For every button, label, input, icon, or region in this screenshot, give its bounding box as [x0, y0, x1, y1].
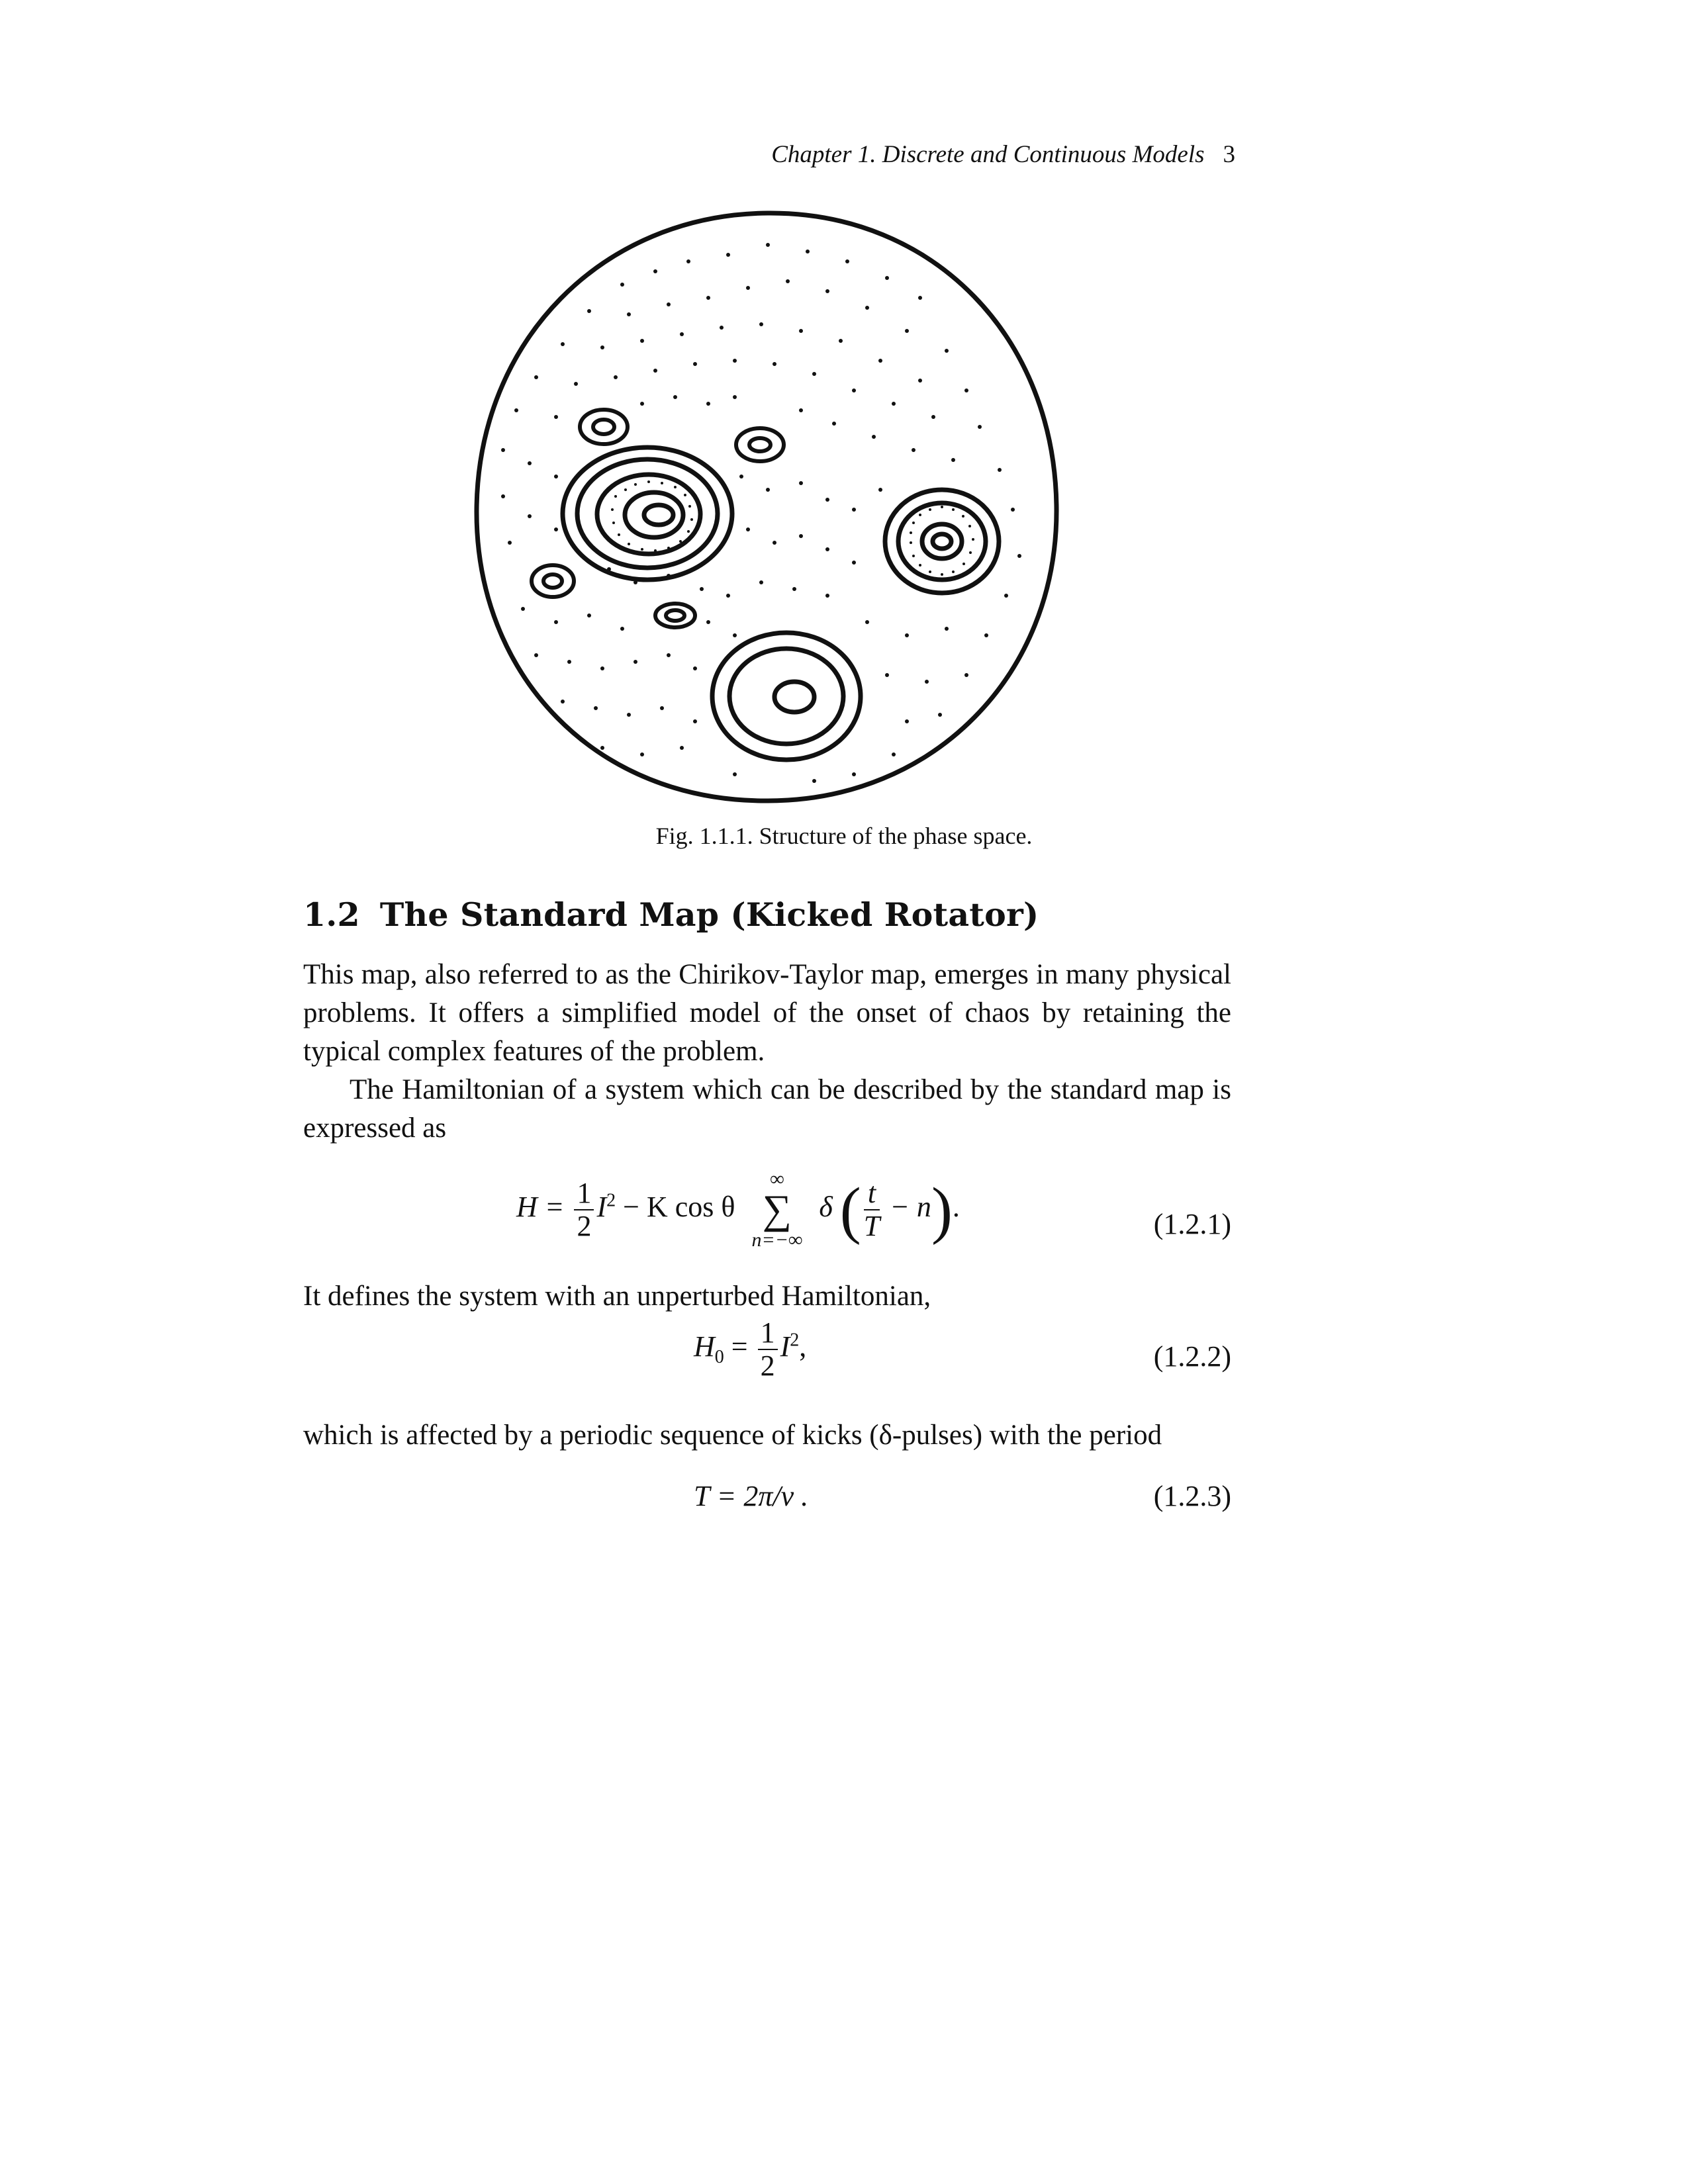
- page-number: 3: [1223, 141, 1235, 168]
- eq2-eq: =: [731, 1330, 748, 1363]
- eq1-lhs: H =: [516, 1191, 565, 1224]
- eq2-half: [758, 1317, 778, 1382]
- eq1-exp: 2: [606, 1190, 616, 1211]
- eq1-half-num: 1: [574, 1177, 594, 1210]
- eq1-half-den: 2: [577, 1210, 592, 1242]
- eq1-number: (1.2.1): [1153, 1208, 1231, 1240]
- island-right: [885, 490, 999, 593]
- island-lower: [712, 633, 861, 760]
- eq3-expr: T = 2π/ν .: [694, 1480, 809, 1512]
- eq1-I: I: [596, 1191, 607, 1224]
- eq1-mid: − K cos θ: [623, 1191, 735, 1224]
- eq3-number: (1.2.3): [1153, 1480, 1231, 1512]
- chapter-title: Chapter 1. Discrete and Continuous Models: [771, 141, 1205, 168]
- eq2-lhs-sub: 0: [714, 1346, 724, 1367]
- phase-space-figure: [457, 199, 1079, 821]
- eq1-sum: [751, 1169, 802, 1251]
- paragraph-intro: This map, also referred to as the Chirikov-Taylor map, emerges in many physical problems. It offers a simplified model of the onset of chaos by retaining the typical complex features of the problem.: [303, 959, 1231, 1067]
- small-islands: [532, 410, 784, 627]
- eq1-sum-symbol: ∑: [762, 1187, 792, 1232]
- eq1-sum-upper: ∞: [770, 1168, 784, 1190]
- island-upper-left: [563, 447, 732, 580]
- eq1-sum-lower: n=−∞: [751, 1229, 803, 1251]
- paragraph-unperturbed: It defines the system with an unperturbed Hamiltonian,: [303, 1281, 931, 1312]
- eq1-t-num: t: [864, 1177, 880, 1210]
- eq2-half-den: 2: [760, 1349, 775, 1382]
- section-title: The Standard Map (Kicked Rotator): [379, 895, 1039, 934]
- eq2-end: ,: [799, 1330, 807, 1363]
- eq1-minus-n: − n: [890, 1191, 931, 1224]
- section-heading: [303, 895, 1039, 934]
- figure-caption: Fig. 1.1.1. Structure of the phase space.: [655, 823, 1033, 849]
- paragraph-kicks: which is affected by a periodic sequence of kicks (δ-pulses) with the period: [303, 1420, 1162, 1451]
- eq2-lhs: H: [694, 1330, 715, 1363]
- eq1-paren-open: (: [839, 1174, 861, 1246]
- eq1-t-over-T: [864, 1177, 880, 1242]
- eq1-paren-close: ): [931, 1174, 953, 1246]
- eq2-number: (1.2.2): [1153, 1340, 1231, 1373]
- eq1-delta: δ: [819, 1191, 833, 1224]
- eq1-half: [574, 1177, 594, 1242]
- running-head: [706, 140, 1235, 169]
- paragraph-hamiltonian: The Hamiltonian of a system which can be described by the standard map is expressed as: [303, 1074, 1231, 1144]
- eq1-end: .: [952, 1191, 960, 1224]
- eq2-half-num: 1: [758, 1317, 778, 1350]
- phase-space-drawing: [457, 199, 1079, 821]
- eq2-exp: 2: [790, 1330, 800, 1351]
- section-number: 1.2: [303, 895, 360, 934]
- eq2-I: I: [780, 1330, 790, 1363]
- eq1-t-den: T: [863, 1210, 880, 1242]
